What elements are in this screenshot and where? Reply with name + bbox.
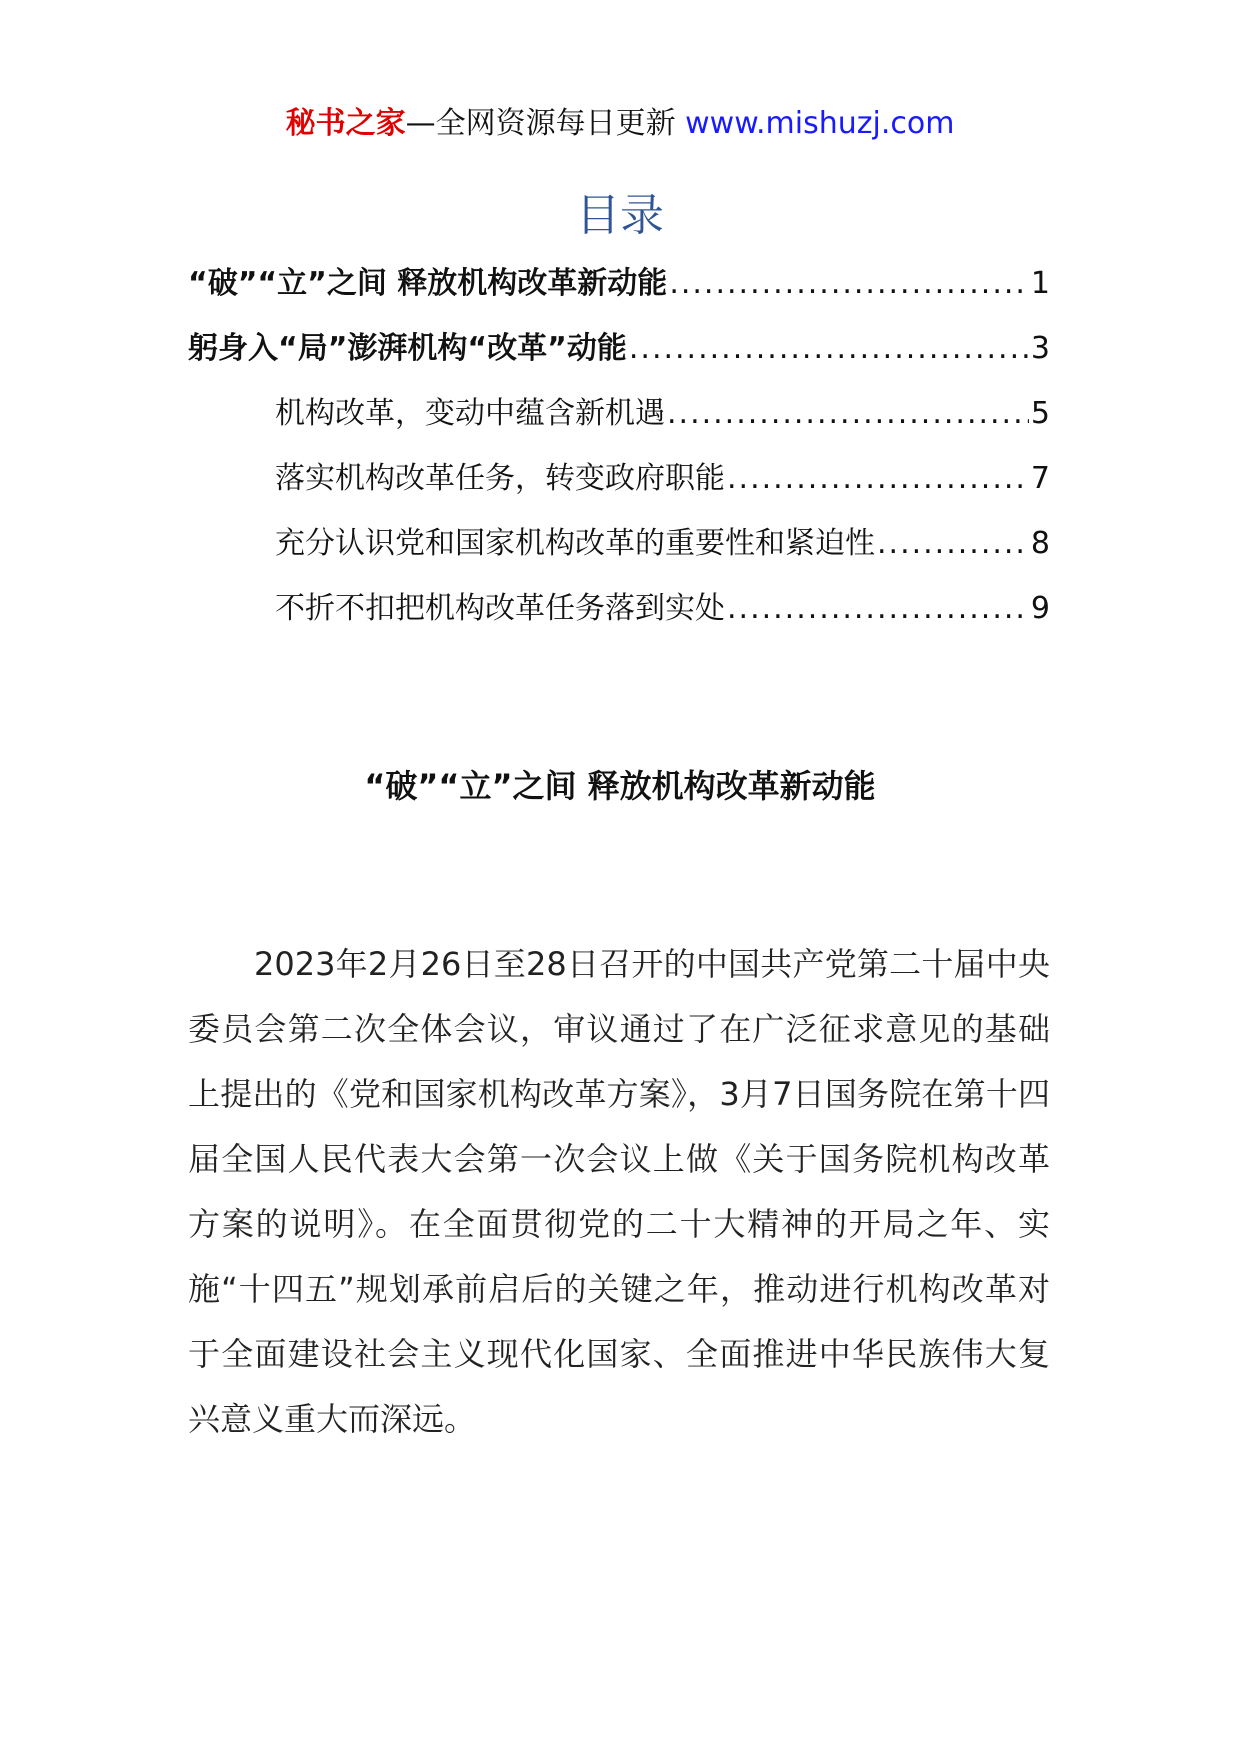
toc-entry-page: 1 bbox=[1030, 266, 1050, 301]
article-paragraph: 2023年2月26日至28日召开的中国共产党第二十届中央委员会第二次全体会议，审议通过了在广泛征求意见的基础上提出的《党和国家机构改革方案》，3月7日国务院在第十四届全国人民代表大会第一次会议上做《关于国务院机构改革方案的说明》。在全面贯彻党的二十大精神的开局之年、实施“十四五”规划承前启后的关键之年，推动进行机构改革对于全面建设社会主义现代化国家、全面推进中华民族伟大复兴意义重大而深远。 bbox=[188, 945, 1050, 1438]
toc-entry-label: 落实机构改革任务，转变政府职能 bbox=[275, 461, 725, 496]
toc-entry[interactable] bbox=[188, 388, 1050, 453]
toc-entry-label: 充分认识党和国家机构改革的重要性和紧迫性 bbox=[275, 526, 875, 561]
article-title: “破”“立”之间 释放机构改革新动能 bbox=[364, 767, 876, 805]
toc-entry-page: 3 bbox=[1030, 331, 1050, 366]
table-of-contents bbox=[188, 258, 1050, 648]
header-tagline: —全网资源每日更新 bbox=[405, 106, 686, 141]
toc-entry-label: 不折不扣把机构改革任务落到实处 bbox=[275, 591, 725, 626]
toc-entry-label: “破”“立”之间 释放机构改革新动能 bbox=[188, 266, 668, 301]
toc-entry[interactable] bbox=[188, 258, 1050, 323]
site-header bbox=[0, 100, 1240, 148]
toc-dot-leader bbox=[877, 526, 1029, 561]
toc-dot-leader bbox=[669, 266, 1029, 301]
toc-entry-label: 机构改革，变动中蕴含新机遇 bbox=[275, 396, 665, 431]
toc-entry-page: 5 bbox=[1030, 396, 1050, 431]
toc-title: 目录 bbox=[576, 190, 664, 241]
toc-entry[interactable] bbox=[188, 323, 1050, 388]
toc-entry-label: 躬身入“局”澎湃机构“改革”动能 bbox=[188, 331, 627, 366]
toc-dot-leader bbox=[667, 396, 1029, 431]
toc-entry[interactable] bbox=[188, 583, 1050, 648]
toc-dot-leader bbox=[727, 461, 1029, 496]
toc-entry-page: 9 bbox=[1030, 591, 1050, 626]
site-url-link[interactable]: www.mishuzj.com bbox=[685, 106, 955, 141]
brand-name: 秘书之家 bbox=[285, 106, 406, 141]
toc-entry[interactable] bbox=[188, 518, 1050, 583]
toc-dot-leader bbox=[727, 591, 1029, 626]
toc-entry-page: 7 bbox=[1030, 461, 1050, 496]
toc-entry[interactable] bbox=[188, 453, 1050, 518]
toc-entry-page: 8 bbox=[1030, 526, 1050, 561]
toc-dot-leader bbox=[629, 331, 1029, 366]
